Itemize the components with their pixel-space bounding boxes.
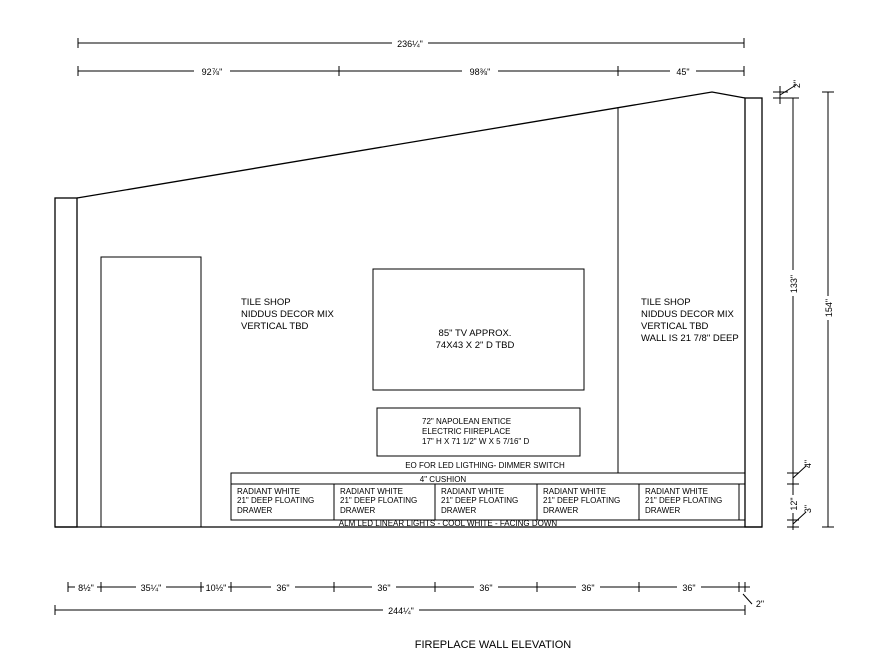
- svg-text:NIDDUS DECOR MIX: NIDDUS DECOR MIX: [641, 309, 734, 320]
- right-upper-label: 133": [789, 274, 799, 294]
- bottom-seg-7: 36": [581, 583, 595, 593]
- drawer-4: [543, 487, 620, 515]
- bottom-seg-6: 36": [479, 583, 493, 593]
- tv-label-2: 74X43 X 2" D TBD: [435, 340, 515, 351]
- door-opening: [101, 257, 201, 527]
- svg-text:DRAWER: DRAWER: [645, 506, 681, 515]
- top-overall-label: 236¼": [397, 39, 423, 49]
- right-overall-dimension: [822, 92, 834, 527]
- svg-text:DRAWER: DRAWER: [340, 506, 376, 515]
- right-top-gap-label: 2": [792, 79, 802, 89]
- right-base-label: 3": [803, 504, 813, 514]
- fireplace-label-2: ELECTRIC FIIREPLACE: [422, 427, 511, 436]
- cushion: [231, 473, 745, 484]
- bottom-overall-dimension: [55, 594, 764, 616]
- bottom-seg-4: 36": [276, 583, 290, 593]
- right-top-gap-dimension: [773, 80, 802, 104]
- sloped-ceiling: [77, 92, 745, 198]
- svg-text:21" DEEP FLOATING: 21" DEEP FLOATING: [441, 496, 519, 505]
- svg-text:DRAWER: DRAWER: [441, 506, 477, 515]
- bottom-seg-1: 8½": [78, 583, 94, 593]
- right-overall-label: 154": [824, 298, 834, 318]
- bottom-overall-label: 244¼": [388, 606, 414, 616]
- svg-text:RADIANT WHITE: RADIANT WHITE: [543, 487, 606, 496]
- svg-text:WALL IS 21 7/8" DEEP: WALL IS 21 7/8" DEEP: [641, 333, 739, 344]
- drawer-1: [237, 487, 314, 515]
- top-overall-dimension: [78, 37, 744, 49]
- top-split-dimension: [78, 65, 744, 77]
- cushion-label: 4" CUSHION: [419, 475, 467, 484]
- svg-text:TILE SHOP: TILE SHOP: [641, 297, 691, 308]
- right-end-post: [745, 98, 762, 527]
- bench-cabinet: [231, 473, 745, 520]
- bottom-seg-3: 10½": [205, 583, 227, 593]
- bottom-seg-8: 36": [682, 583, 696, 593]
- drawing-title: FIREPLACE WALL ELEVATION: [414, 639, 572, 651]
- drawer-3: [441, 487, 518, 515]
- right-drawer-label: 12": [789, 497, 799, 511]
- bottom-end-gap-label: 2": [755, 599, 765, 609]
- bottom-seg-5: 36": [377, 583, 391, 593]
- fireplace-box: [377, 408, 580, 456]
- svg-text:RADIANT WHITE: RADIANT WHITE: [340, 487, 403, 496]
- eo-note: EO FOR LED LIGTHING- DIMMER SWITCH: [405, 461, 565, 470]
- top-right-label: 45": [676, 67, 690, 77]
- svg-text:DRAWER: DRAWER: [237, 506, 273, 515]
- svg-text:VERTICAL TBD: VERTICAL TBD: [241, 321, 309, 332]
- drawer-5: [645, 487, 722, 515]
- right-stack-dimension: [787, 98, 813, 530]
- bottom-seg-2: 35¼": [140, 583, 162, 593]
- left-end-post: [55, 198, 77, 527]
- svg-text:RADIANT WHITE: RADIANT WHITE: [441, 487, 504, 496]
- svg-text:TILE SHOP: TILE SHOP: [241, 297, 291, 308]
- led-note: ALM LED LINEAR LIGHTS - COOL WHITE - FACING DOWN: [338, 519, 558, 528]
- tile-note-right: [641, 297, 739, 344]
- svg-text:RADIANT WHITE: RADIANT WHITE: [237, 487, 300, 496]
- fireplace-label-1: 72" NAPOLEAN ENTICE: [422, 417, 512, 426]
- svg-text:NIDDUS DECOR MIX: NIDDUS DECOR MIX: [241, 309, 334, 320]
- svg-text:VERTICAL TBD: VERTICAL TBD: [641, 321, 709, 332]
- fireplace-label-3: 17" H X 71 1/2" W X 5 7/16" D: [422, 437, 530, 446]
- bottom-split-dimension: [68, 581, 750, 593]
- top-left-label: 92⅞": [201, 67, 223, 77]
- right-cushion-label: 4": [803, 459, 813, 469]
- tile-note-left: [241, 297, 335, 332]
- svg-text:RADIANT WHITE: RADIANT WHITE: [645, 487, 708, 496]
- top-middle-label: 98⅜": [469, 67, 491, 77]
- svg-text:21" DEEP FLOATING: 21" DEEP FLOATING: [543, 496, 621, 505]
- drawer-2: [340, 487, 417, 515]
- svg-text:21" DEEP FLOATING: 21" DEEP FLOATING: [237, 496, 315, 505]
- tv-box: [373, 269, 584, 390]
- svg-text:21" DEEP FLOATING: 21" DEEP FLOATING: [340, 496, 418, 505]
- svg-text:21" DEEP FLOATING: 21" DEEP FLOATING: [645, 496, 723, 505]
- tv-label-1: 85" TV APPROX.: [438, 328, 512, 339]
- svg-text:DRAWER: DRAWER: [543, 506, 579, 515]
